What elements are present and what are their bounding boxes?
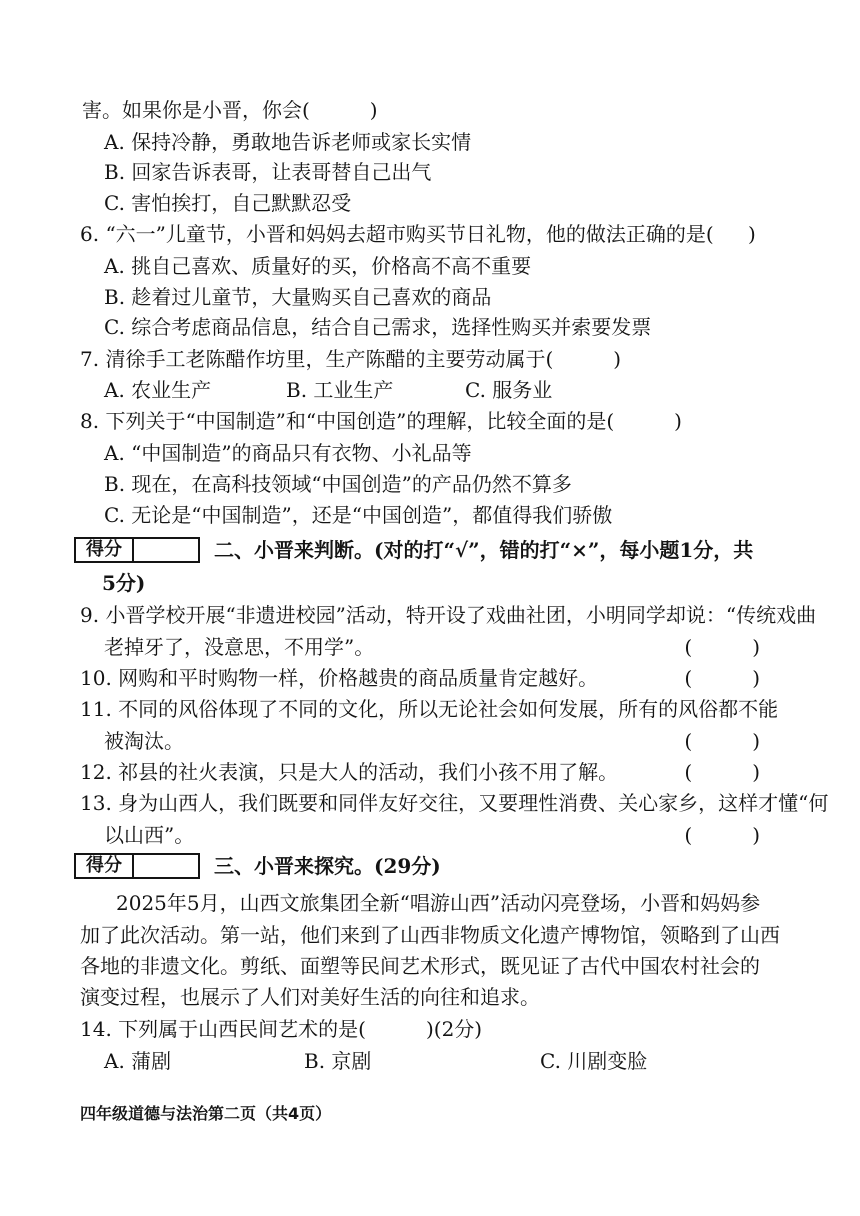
section2-title: 二、小晋来判断。(对的打“√”，错的打“×”，每小题1分，共 (214, 538, 754, 562)
q6-stem: 6. “六一”儿童节，小晋和妈妈去超市购买节日礼物，他的做法正确的是( (80, 222, 714, 246)
q12-stem: 12. 祁县的社火表演，只是大人的活动，我们小孩不用了解。 (80, 760, 619, 784)
q7-option-b: B. 工业生产 (286, 378, 394, 402)
q13-stem: 13. 身为山西人，我们既要和同伴友好交往，又要理性消费、关心家乡，这样才懂“何 (80, 791, 829, 815)
q5-option-c: C. 害怕挨打，自己默默忍受 (104, 191, 352, 215)
q14-option-b: B. 京剧 (304, 1049, 372, 1073)
q10-answer-blank: ( ) (684, 666, 760, 690)
q7-stem: 7. 清徐手工老陈醋作坊里，生产陈醋的主要劳动属于( ) (80, 347, 622, 371)
section3-score-box (74, 853, 200, 879)
q11-stem-cont: 被淘汰。 (104, 729, 184, 753)
section3-score-label: 得分 (76, 855, 134, 877)
q10-stem: 10. 网购和平时购物一样，价格越贵的商品质量肯定越好。 (80, 666, 599, 690)
q8-option-c: C. 无论是“中国制造”，还是“中国创造”，都值得我们骄傲 (104, 503, 613, 527)
section2-score-label: 得分 (76, 539, 134, 561)
q11-answer-blank: ( ) (684, 729, 760, 753)
q6-option-c: C. 综合考虑商品信息，结合自己需求，选择性购买并索要发票 (104, 315, 652, 339)
section3-paragraph-line-2: 加了此次活动。第一站，他们来到了山西非物质文化遗产博物馆，领略到了山西 (80, 923, 780, 947)
section2-title-cont: 5分) (102, 571, 146, 595)
q6-option-b: B. 趁着过儿童节，大量购买自己喜欢的商品 (104, 285, 492, 309)
page-footer: 四年级道德与法治第二页（共4页） (80, 1104, 332, 1123)
q5-option-b: B. 回家告诉表哥，让表哥替自己出气 (104, 160, 432, 184)
q14-option-a: A. 蒲剧 (104, 1049, 172, 1073)
q5-stem-tail: 害。如果你是小晋，你会( ) (82, 98, 378, 122)
section2-score-box (74, 537, 200, 563)
q9-stem: 9. 小晋学校开展“非遗进校园”活动，特开设了戏曲社团，小明同学却说：“传统戏曲 (80, 603, 817, 627)
section3-paragraph-line-4: 演变过程，也展示了人们对美好生活的向往和追求。 (80, 985, 540, 1009)
q13-answer-blank: ( ) (684, 823, 760, 847)
q8-option-a: A. “中国制造”的商品只有衣物、小礼品等 (104, 441, 472, 465)
q14-stem: 14. 下列属于山西民间艺术的是( )(2分) (80, 1017, 483, 1041)
section3-paragraph-line-3: 各地的非遗文化。剪纸、面塑等民间艺术形式，既见证了古代中国农村社会的 (80, 954, 760, 978)
q12-answer-blank: ( ) (684, 760, 760, 784)
q5-option-a: A. 保持冷静，勇敢地告诉老师或家长实情 (104, 130, 472, 154)
q6-blank-close: ) (748, 222, 756, 246)
q7-option-a: A. 农业生产 (104, 378, 212, 402)
q8-stem: 8. 下列关于“中国制造”和“中国创造”的理解，比较全面的是( ) (80, 409, 682, 433)
section2-score-field (134, 539, 198, 561)
q8-option-b: B. 现在，在高科技领域“中国创造”的产品仍然不算多 (104, 472, 572, 496)
q13-stem-cont: 以山西”。 (104, 823, 195, 847)
q9-stem-cont: 老掉牙了，没意思，不用学”。 (104, 635, 375, 659)
q7-option-c: C. 服务业 (465, 378, 553, 402)
q9-answer-blank: ( ) (684, 635, 760, 659)
q14-option-c: C. 川剧变脸 (540, 1049, 648, 1073)
section3-title: 三、小晋来探究。(29分) (214, 854, 441, 878)
section3-score-field (134, 855, 198, 877)
q6-option-a: A. 挑自己喜欢、质量好的买，价格高不高不重要 (104, 254, 532, 278)
q11-stem: 11. 不同的风俗体现了不同的文化，所以无论社会如何发展，所有的风俗都不能 (80, 697, 779, 721)
section3-paragraph-line-1: 2025年5月，山西文旅集团全新“唱游山西”活动闪亮登场，小晋和妈妈参 (116, 891, 761, 915)
